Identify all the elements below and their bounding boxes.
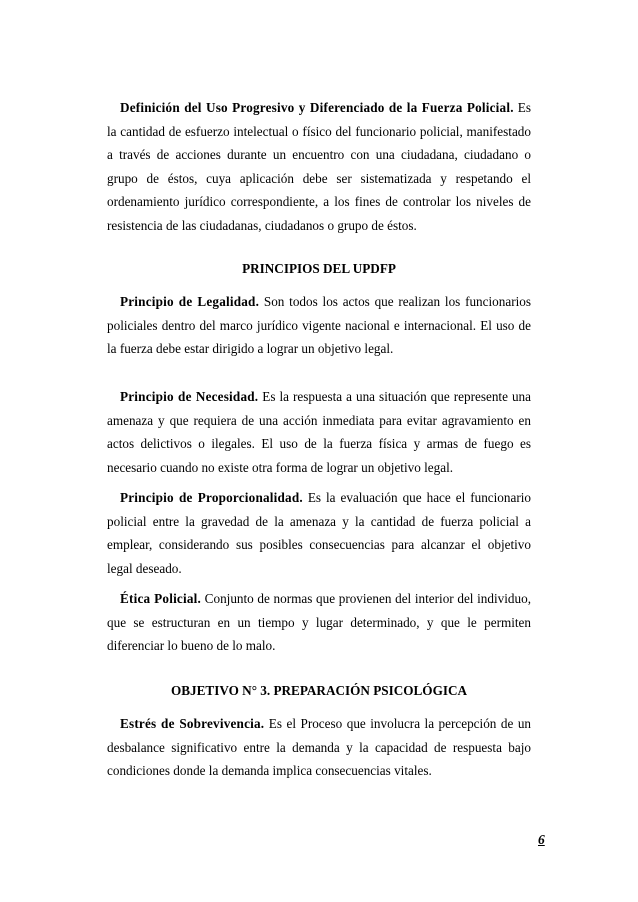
term-etica: Ética Policial. [120,591,202,606]
term-proporcionalidad: Principio de Proporcionalidad. [120,490,303,505]
heading-principios: PRINCIPIOS DEL UPDFP [242,261,396,276]
text-proporcionalidad: Es la evaluación que hace el funcionario policial entre la gravedad de la amenaza y la cantidad de fuerza policial a emplear, considerando sus posibles consecuencias para alcanzar el objetivo legal deseado. [107,490,532,576]
text-estres: Es el Proceso que involucra la percepción de un desbalance significativo entre la demanda y la capacidad de respuesta bajo condiciones donde la demanda implica consecuencias vitales. [107,716,532,779]
term-estres: Estrés de Sobrevivencia. [120,716,265,731]
text-definicion: Es la cantidad de esfuerzo intelectual o físico del funcionario policial, manifestado a través de acciones durante un encuentro con una ciudadana, ciudadano o grupo de éstos, cuya aplicación debe ser sistematizada y respetando el ordenamiento jurídico correspondiente, a los fines de controlar los niveles de resistencia de las ciudadanas, ciudadanos o grupo de éstos. [107,100,531,233]
text-etica: Conjunto de normas que provienen del interior del individuo, que se estructuran en un tiempo y lugar determinado, y que le permiten diferenciar lo bueno de lo malo. [107,591,531,654]
heading-objetivo: OBJETIVO N° 3. PREPARACIÓN PSICOLÓGICA [170,683,468,698]
page-number: 6 [538,832,545,847]
text-necesidad: Es la respuesta a una situación que represente una amenaza y que requiera de una acción inmediata para evitar agravamiento en actos delictivos o ilegales. El uso de la fuerza física y armas de fuego es necesario cuando no existe otra forma de lograr un objetivo legal. [107,389,531,475]
paragraph-necesidad [107,385,531,479]
text-legalidad: Son todos los actos que realizan los funcionarios policiales dentro del marco jurídico vigente nacional e internacional. El uso de la fuerza debe estar dirigido a lograr un objetivo legal. [107,294,531,357]
paragraph-definicion [107,96,531,238]
paragraph-legalidad [107,290,531,361]
paragraph-estres [107,712,531,783]
paragraph-etica [107,587,531,658]
term-necesidad: Principio de Necesidad. [120,389,259,404]
term-legalidad: Principio de Legalidad. [120,294,260,309]
term-definicion: Definición del Uso Progresivo y Diferenciado de la Fuerza Policial. [120,100,514,115]
paragraph-proporcionalidad [107,486,531,580]
